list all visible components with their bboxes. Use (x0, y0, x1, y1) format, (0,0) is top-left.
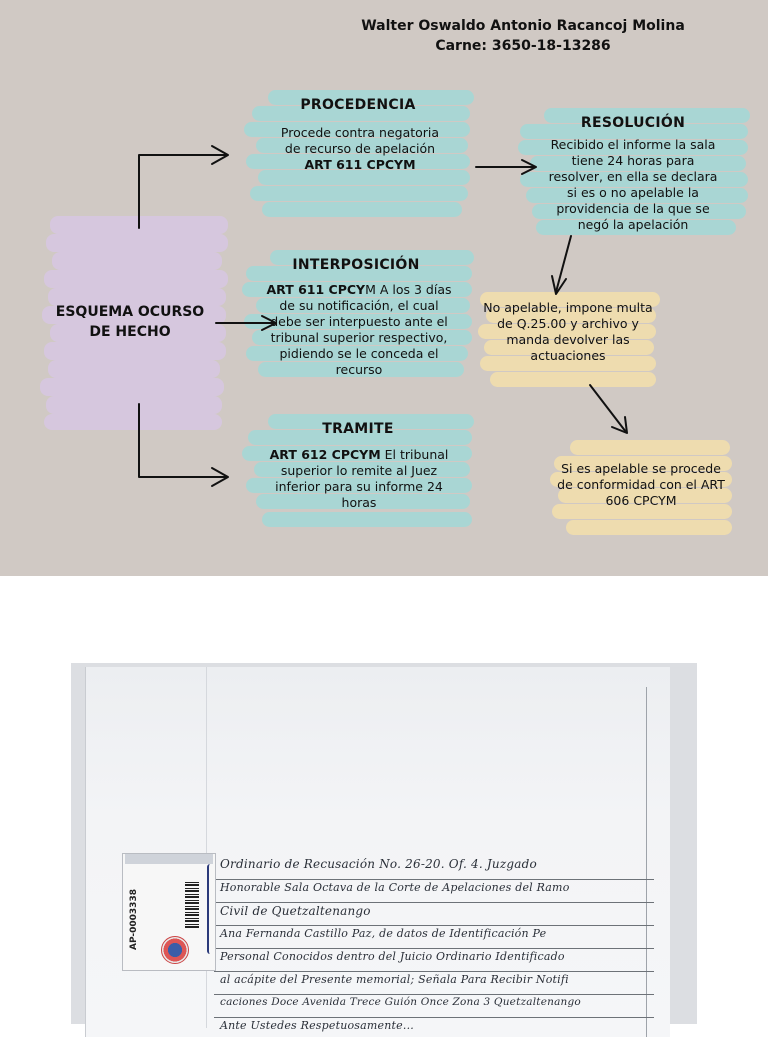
handwritten-line-6: al acápite del Presente memorial; Señala Para Recibir Notifi (220, 973, 569, 986)
tramite-title: TRAMITE (322, 421, 394, 437)
apelable-line1: Si es apelable se procede (561, 461, 721, 476)
interposicion-line6: recurso (335, 362, 383, 377)
root-label-line2: DE HECHO (89, 324, 171, 340)
stamp-code: AP-0003338 (129, 889, 139, 950)
handwritten-line-1: Ordinario de Recusación No. 26-20. Of. 4. Juzgado (220, 857, 537, 871)
right-margin-line (646, 687, 647, 1037)
author-name: Walter Oswaldo Antonio Racancoj Molina (361, 18, 685, 34)
handwritten-line-5: Personal Conocidos dentro del Juicio Ordinario Identificado (220, 950, 565, 963)
arrow-no-apelable-apelable (590, 385, 626, 432)
arrow-root-procedencia (139, 155, 226, 228)
resolucion-title: RESOLUCIÓN (580, 115, 686, 131)
handwritten-line-4: Ana Fernanda Castillo Paz, de datos de Identificación Pe (220, 927, 547, 940)
no-apelable-line2: de Q.25.00 y archivo y (497, 316, 639, 331)
no-apelable-line3: manda devolver las (506, 332, 630, 347)
apelable-line3: 606 CPCYM (605, 493, 677, 508)
tax-stamp (122, 853, 216, 971)
resolucion-line4: si es o no apelable la (567, 185, 699, 200)
interposicion-ref: ART 611 CPCY (266, 282, 366, 297)
procedencia-title: PROCEDENCIA (300, 97, 416, 113)
interposicion-title: INTERPOSICIÓN (292, 257, 420, 273)
interposicion-line2: de su notificación, el cual (279, 298, 439, 313)
signature-scrawl (207, 864, 215, 954)
no-apelable-line1: No apelable, impone multa (483, 300, 653, 315)
handwritten-line-2: Honorable Sala Octava de la Corte de Apelaciones del Ramo (220, 881, 570, 894)
no-apelable-line4: actuaciones (530, 348, 606, 363)
procedencia-ref: ART 611 CPCYM (304, 157, 416, 172)
tramite-ref: ART 612 CPCYM (269, 447, 381, 462)
root-label-line1: ESQUEMA OCURSO (55, 304, 205, 320)
margin-line (206, 667, 207, 1028)
tramite-line1-rest: El tribunal (380, 447, 449, 462)
paper-sheet (85, 667, 670, 1037)
handwritten-document-photo (71, 663, 697, 1032)
interposicion-line5: pidiendo se le conceda el (279, 346, 439, 361)
resolucion-line6: negó la apelación (577, 217, 689, 232)
procedencia-line1: Procede contra negatoria (280, 125, 440, 140)
arrow-root-tramite (139, 404, 226, 477)
student-id: Carne: 3650-18-13286 (435, 38, 611, 54)
tramite-line4: horas (341, 495, 377, 510)
resolucion-line3: resolver, en ella se declara (548, 169, 718, 184)
barcode-icon (185, 880, 199, 928)
handwritten-line-7: caciones Doce Avenida Trece Guión Once Zona 3 Quetzaltenango (220, 996, 581, 1008)
interposicion-line4: tribunal superior respectivo, (270, 330, 448, 345)
procedencia-line2: de recurso de apelación (284, 141, 436, 156)
interposicion-line1-rest: M A los 3 días (365, 282, 452, 297)
resolucion-line1: Recibido el informe la sala (550, 137, 716, 152)
seal-icon (161, 936, 189, 964)
tramite-line3: inferior para su informe 24 (275, 479, 443, 494)
apelable-line2: de conformidad con el ART (557, 477, 725, 492)
tramite-line2: superior lo remite al Juez (280, 463, 438, 478)
handwritten-line-3: Civil de Quetzaltenango (220, 904, 371, 918)
handwritten-line-8: Ante Ustedes Respetuosamente... (220, 1019, 414, 1032)
resolucion-line5: providencia de la que se (556, 201, 710, 216)
resolucion-line2: tiene 24 horas para (571, 153, 695, 168)
interposicion-line3: debe ser interpuesto ante el (270, 314, 448, 329)
